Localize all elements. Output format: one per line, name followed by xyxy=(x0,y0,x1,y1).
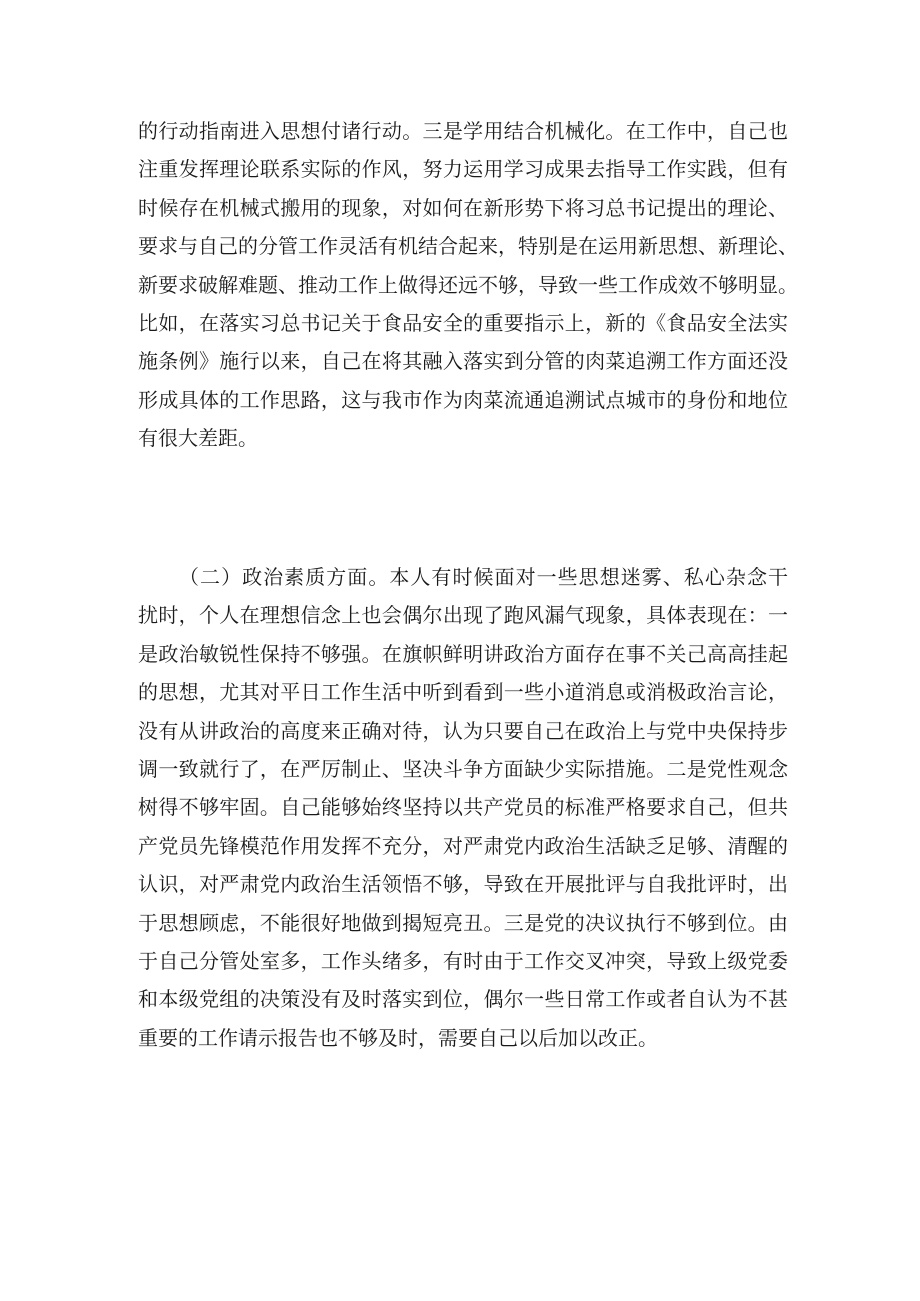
paragraph-theory-practice xyxy=(138,112,798,458)
text-line: 没有从讲政治的高度来正确对待，认为只要自己在政治上与党中央保持步 xyxy=(138,718,788,743)
text-line: 有很大差距。 xyxy=(138,426,258,451)
paragraph-political-quality xyxy=(138,558,788,1057)
text-line: 要求与自己的分管工作灵活有机结合起来，特别是在运用新思想、新理论、 xyxy=(138,234,798,259)
text-line: 新要求破解难题、推动工作上做得还远不够，导致一些工作成效不够明显。 xyxy=(138,272,798,297)
text-line: 调一致就行了，在严厉制止、坚决斗争方面缺少实际措施。二是党性观念 xyxy=(138,756,788,781)
text-line: （二）政治素质方面。本人有时候面对一些思想迷雾、私心杂念干 xyxy=(179,565,788,589)
text-line: 于自己分管处室多，工作头绪多，有时由于工作交叉冲突，导致上级党委 xyxy=(138,948,788,973)
text-line: 认识，对严肃党内政治生活领悟不够，导致在开展批评与自我批评时，出 xyxy=(138,872,788,897)
text-line: 于思想顾虑，不能很好地做到揭短亮丑。三是党的决议执行不够到位。由 xyxy=(138,910,788,935)
text-line: 产党员先锋模范作用发挥不充分，对严肃党内政治生活缺乏足够、清醒的 xyxy=(138,833,788,858)
text-line: 是政治敏锐性保持不够强。在旗帜鲜明讲政治方面存在事不关己高高挂起 xyxy=(138,641,788,666)
text-line: 的思想，尤其对平日工作生活中听到看到一些小道消息或消极政治言论， xyxy=(138,680,788,705)
text-line: 扰时，个人在理想信念上也会偶尔出现了跑风漏气现象，具体表现在：一 xyxy=(138,603,788,628)
text-line: 时候存在机械式搬用的现象，对如何在新形势下将习总书记提出的理论、 xyxy=(138,195,788,220)
text-line: 树得不够牢固。自己能够始终坚持以共产党员的标准严格要求自己，但共 xyxy=(138,795,788,820)
text-line: 比如，在落实习总书记关于食品安全的重要指示上，新的《食品安全法实 xyxy=(138,310,788,335)
text-line: 的行动指南进入思想付诸行动。三是学用结合机械化。在工作中，自己也 xyxy=(138,119,788,143)
text-line: 重要的工作请示报告也不够及时，需要自己以后加以改正。 xyxy=(138,1025,658,1050)
text-line: 形成具体的工作思路，这与我市作为肉菜流通追溯试点城市的身份和地位 xyxy=(138,387,788,412)
text-line: 注重发挥理论联系实际的作风，努力运用学习成果去指导工作实践，但有 xyxy=(138,157,788,182)
text-line: 施条例》施行以来，自己在将其融入落实到分管的肉菜追溯工作方面还没 xyxy=(138,349,788,374)
text-line: 和本级党组的决策没有及时落实到位，偶尔一些日常工作或者自认为不甚 xyxy=(138,987,788,1012)
